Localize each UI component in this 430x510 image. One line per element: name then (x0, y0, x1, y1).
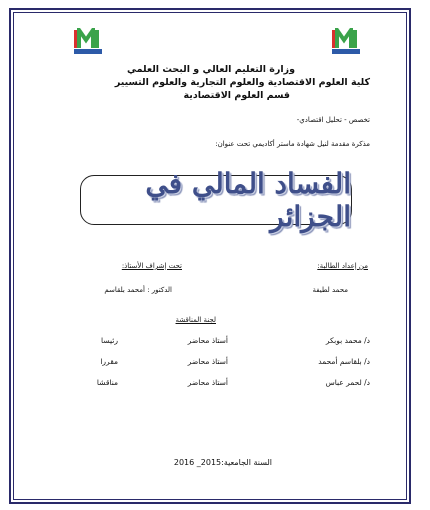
committee-member-role: رئيسا (101, 336, 118, 345)
university-logo-right (330, 28, 362, 56)
thesis-title-box (80, 167, 352, 233)
committee-member-name: د/ محمد بوبكر (325, 336, 370, 345)
department-line: قسم العلوم الاقتصادية (183, 90, 290, 101)
student-name: محمد لطيفة (312, 286, 348, 294)
committee-label: لجنة المناقشة (175, 316, 216, 324)
committee-member-role: مقررا (100, 357, 118, 366)
committee-member-rank: أستاذ محاضر (187, 357, 228, 366)
committee-member-name: د/ بلقاسم أمحمد (318, 357, 370, 366)
prepared-by-label: من إعداد الطالبة: (317, 262, 368, 270)
committee-member-name: د/ لحمر عباس (325, 378, 370, 387)
committee-member-rank: أستاذ محاضر (187, 336, 228, 345)
committee-member-role: مناقشا (96, 378, 118, 387)
university-logo-left (72, 28, 104, 56)
memo-intro-line: مذكرة مقدمة لنيل شهادة ماستر أكاديمي تحت عنوان: (215, 140, 370, 148)
committee-member-rank: أستاذ محاضر (187, 378, 228, 387)
specialty-line: تخصص - تحليل اقتصادي- (296, 116, 370, 124)
thesis-title: الفساد المالي في الجزائر (145, 167, 351, 233)
ministry-line: وزارة التعليم العالي و البحث العلمي (127, 64, 295, 75)
faculty-line: كلية العلوم الاقتصادية والعلوم التجارية والعلوم التسيير (114, 77, 370, 88)
supervisor-name: الدكتور : أمحمد بلقاسم (104, 286, 172, 294)
supervisor-label: تحت إشراف الأستاذ: (121, 262, 182, 270)
academic-year: السنة الجامعية:2015_ 2016 (173, 458, 272, 467)
